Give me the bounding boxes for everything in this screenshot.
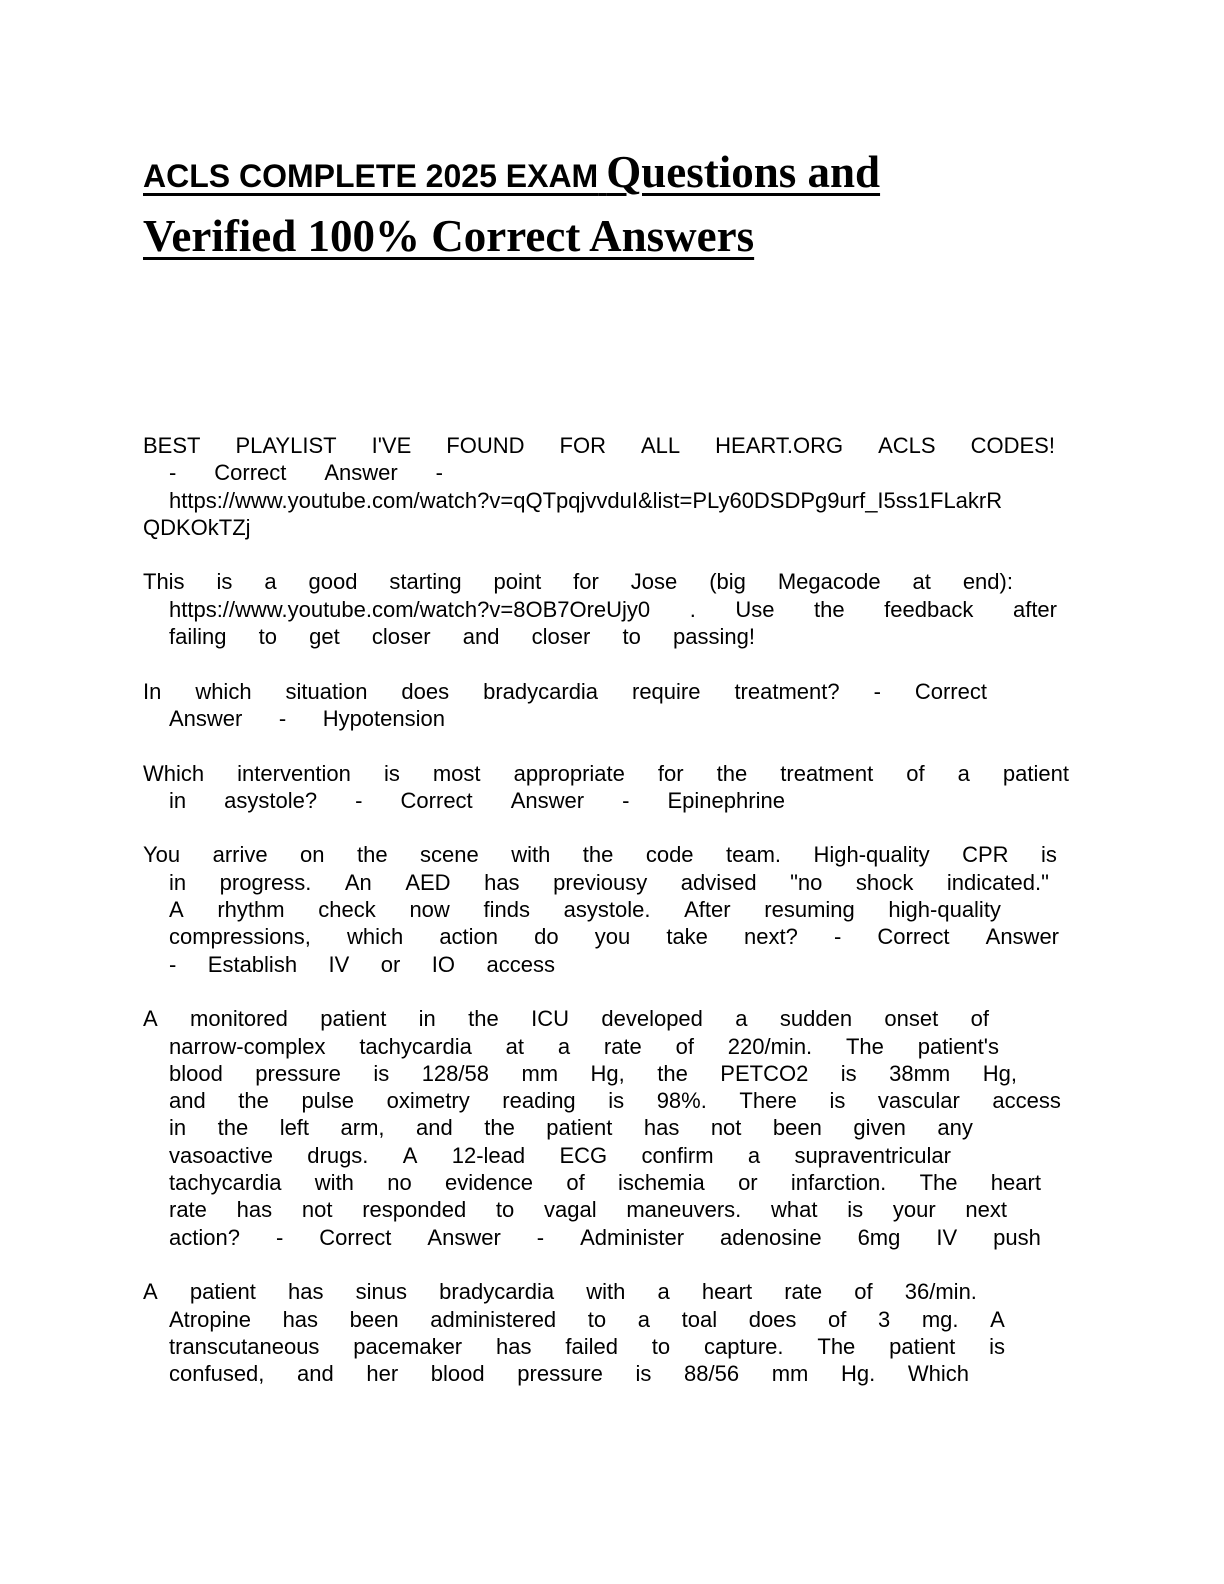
word: asystole. <box>563 897 651 923</box>
word: patient <box>1002 760 1069 786</box>
word: tachycardia <box>359 1033 472 1059</box>
word: been <box>349 1306 399 1332</box>
word: heart <box>701 1279 753 1305</box>
word: and <box>416 1115 453 1141</box>
title-sans-part: ACLS COMPLETE 2025 EXAM <box>143 158 599 194</box>
qa-entry <box>143 760 1069 815</box>
word: Correct <box>914 678 987 704</box>
word: to <box>587 1306 607 1332</box>
word: no <box>387 1170 412 1196</box>
word: Administer <box>580 1224 685 1250</box>
word: a <box>657 1279 670 1305</box>
word: situation <box>285 678 368 704</box>
word: responded <box>362 1197 467 1223</box>
word: A <box>143 1279 158 1305</box>
word: confirm <box>641 1142 714 1168</box>
word: reading <box>502 1088 576 1114</box>
word: next <box>965 1197 1007 1223</box>
word: end): <box>962 569 1013 595</box>
word: PETCO2 <box>720 1060 809 1086</box>
word: HEART.ORG <box>715 433 844 458</box>
word: Hg, <box>982 1060 1017 1086</box>
word: your <box>892 1197 936 1223</box>
text-line <box>143 923 1059 950</box>
word: check <box>318 897 376 923</box>
word: narrow-complex <box>169 1033 326 1059</box>
word: mm <box>521 1060 559 1086</box>
word: after <box>1012 596 1057 622</box>
word: Jose <box>630 569 678 595</box>
word: is <box>989 1333 1005 1359</box>
word: compressions, <box>169 924 311 950</box>
word: The <box>817 1333 856 1359</box>
text-line <box>143 1142 951 1169</box>
text-line <box>143 1196 1007 1223</box>
word: Correct <box>400 787 473 813</box>
word: - <box>435 460 443 486</box>
word: action <box>439 924 499 950</box>
word: confused, <box>169 1361 265 1387</box>
word: the <box>356 842 388 868</box>
word: vagal <box>544 1197 597 1223</box>
word: or <box>738 1170 758 1196</box>
word: administered <box>430 1306 557 1332</box>
word: heart <box>990 1170 1041 1196</box>
text-line <box>143 951 555 978</box>
word: in <box>169 869 187 895</box>
word: - <box>536 1224 545 1250</box>
word: closer <box>371 624 431 650</box>
word: adenosine <box>720 1224 822 1250</box>
word: Which <box>143 760 205 786</box>
word: ECG <box>559 1142 608 1168</box>
word: take <box>666 924 708 950</box>
word: supraventricular <box>794 1142 951 1168</box>
text-line <box>143 678 987 705</box>
word: asystole? <box>224 787 318 813</box>
text-line <box>143 623 755 650</box>
word: the <box>484 1115 515 1141</box>
qa-entry <box>143 678 1069 733</box>
word: and <box>462 624 500 650</box>
qa-entry <box>143 432 1069 541</box>
text-line <box>143 1114 973 1141</box>
word: intervention <box>237 760 351 786</box>
word: patient <box>889 1333 956 1359</box>
word: evidence <box>444 1170 534 1196</box>
word: An <box>344 869 372 895</box>
word: In <box>143 678 162 704</box>
word: sudden <box>779 1006 853 1032</box>
document-title <box>143 140 1103 268</box>
word: next? <box>744 924 798 950</box>
word: PLAYLIST <box>235 433 337 458</box>
word: - <box>169 460 177 486</box>
word: is <box>216 569 233 595</box>
word: with <box>586 1279 626 1305</box>
word: access <box>992 1088 1061 1114</box>
word: 36/min. <box>904 1279 977 1305</box>
text-line <box>143 1360 969 1387</box>
word: Atropine <box>169 1306 251 1332</box>
word: her <box>366 1361 399 1387</box>
word: of <box>906 760 925 786</box>
word: now <box>409 897 450 923</box>
word: High-quality <box>813 842 930 868</box>
word: shock <box>855 869 914 895</box>
word: of <box>566 1170 585 1196</box>
word: Hg. <box>840 1361 876 1387</box>
word: - <box>355 787 363 813</box>
word: of <box>970 1006 989 1032</box>
word: the <box>657 1060 688 1086</box>
word: and <box>297 1361 334 1387</box>
word: high-quality <box>888 897 1001 923</box>
word: You <box>143 842 181 868</box>
word: toal <box>681 1306 718 1332</box>
word: is <box>829 1088 846 1114</box>
word: A <box>990 1306 1005 1332</box>
word: in <box>169 1115 187 1141</box>
word: closer <box>531 624 591 650</box>
word: access <box>486 951 555 977</box>
word: 38mm <box>889 1060 951 1086</box>
word: rate <box>784 1279 823 1305</box>
word: most <box>432 760 481 786</box>
word: get <box>309 624 340 650</box>
text-line <box>143 1278 977 1305</box>
text-line <box>143 1005 989 1032</box>
qa-entry <box>143 1278 1069 1387</box>
text-line <box>143 1306 1005 1333</box>
word: Answer <box>324 460 398 486</box>
word: - <box>622 787 630 813</box>
word: which <box>346 924 404 950</box>
word: capture. <box>704 1333 784 1359</box>
word: point <box>493 569 542 595</box>
word: - <box>278 705 287 731</box>
word: patient <box>189 1279 256 1305</box>
word: BEST <box>143 433 201 458</box>
word: which <box>195 678 252 704</box>
word: CODES! <box>970 433 1055 458</box>
word: of <box>675 1033 694 1059</box>
qa-entry <box>143 568 1069 650</box>
word: has <box>484 869 520 895</box>
word: with <box>511 842 551 868</box>
title-serif-part: Questions and <box>606 147 881 197</box>
word: to <box>651 1333 671 1359</box>
word: the <box>238 1088 269 1114</box>
word: failed <box>565 1333 618 1359</box>
word: transcutaneous <box>169 1333 320 1359</box>
word: - <box>833 924 842 950</box>
word: good <box>308 569 358 595</box>
word: sinus <box>355 1279 408 1305</box>
word: tachycardia <box>169 1170 282 1196</box>
word: not <box>301 1197 333 1223</box>
text-line <box>143 459 443 486</box>
word: Hypotension <box>322 705 445 731</box>
word: to <box>258 624 277 650</box>
word: to <box>495 1197 515 1223</box>
word: Which <box>907 1361 969 1387</box>
word: IO <box>431 951 456 977</box>
word: a <box>957 760 970 786</box>
word: passing! <box>672 624 755 650</box>
word: or <box>380 951 401 977</box>
text-line <box>143 514 263 541</box>
word: maneuvers. <box>626 1197 742 1223</box>
word: for <box>657 760 684 786</box>
word: Correct <box>214 460 287 486</box>
word: A <box>143 1006 158 1032</box>
word: Answer <box>510 787 585 813</box>
document-body <box>143 432 1069 1415</box>
word: vasoactive <box>169 1142 273 1168</box>
word: mg. <box>921 1306 959 1332</box>
word: code <box>645 842 694 868</box>
word: Establish <box>207 951 298 977</box>
word: has <box>643 1115 680 1141</box>
text-line <box>143 1224 1041 1251</box>
word: patient's <box>917 1033 999 1059</box>
word: a <box>264 569 277 595</box>
word: at <box>505 1033 524 1059</box>
word: 12-lead <box>451 1142 526 1168</box>
word: is <box>847 1197 864 1223</box>
word: a <box>637 1306 650 1332</box>
word: Hg, <box>590 1060 625 1086</box>
word: does <box>748 1306 797 1332</box>
word: The <box>919 1170 958 1196</box>
word: you <box>594 924 631 950</box>
word: and <box>169 1088 206 1114</box>
word: onset <box>884 1006 939 1032</box>
word: on <box>300 842 325 868</box>
word: treatment <box>780 760 874 786</box>
word: appropriate <box>513 760 625 786</box>
word: Epinephrine <box>667 787 785 813</box>
word: IV <box>936 1224 958 1250</box>
text-line <box>143 787 785 814</box>
word: FOUND <box>446 433 525 458</box>
word: is <box>608 1088 625 1114</box>
word: in <box>169 787 187 813</box>
word: the <box>217 1115 249 1141</box>
word: arrive <box>212 842 268 868</box>
word: rate <box>603 1033 642 1059</box>
word: https://www.youtube.com/watch?v=qQTpqjvvduI&list=PLy60DSDPg9urf_I5ss1FLakrR <box>169 487 1003 513</box>
word: ICU <box>531 1006 569 1032</box>
word: infarction. <box>790 1170 887 1196</box>
word: what <box>771 1197 818 1223</box>
word: for <box>573 569 599 595</box>
word: I'VE <box>371 433 412 458</box>
text-line <box>143 1087 1061 1114</box>
text-line <box>143 896 1001 923</box>
word: 3 <box>878 1306 891 1332</box>
title-line-1 <box>143 140 1103 204</box>
word: The <box>845 1033 884 1059</box>
text-line <box>143 568 1013 595</box>
word: a <box>747 1142 761 1168</box>
word: monitored <box>190 1006 288 1032</box>
word: mm <box>771 1361 809 1387</box>
text-line <box>143 487 1069 514</box>
word: 6mg <box>857 1224 901 1250</box>
word: AED <box>405 869 451 895</box>
word: of <box>854 1279 873 1305</box>
qa-entry <box>143 1005 1069 1251</box>
word: is <box>1041 842 1057 868</box>
word: a <box>735 1006 748 1032</box>
text-line <box>143 1333 1005 1360</box>
word: a <box>557 1033 571 1059</box>
word: ALL <box>640 433 681 458</box>
word: A <box>402 1142 418 1168</box>
word: any <box>937 1115 973 1141</box>
word: feedback <box>884 596 974 622</box>
word: ischemia <box>617 1170 705 1196</box>
word: resuming <box>764 897 855 923</box>
word: treatment? <box>734 678 840 704</box>
word: ACLS <box>878 433 936 458</box>
word: at <box>912 569 931 595</box>
word: team. <box>726 842 782 868</box>
word: has <box>236 1197 273 1223</box>
word: not <box>710 1115 742 1141</box>
word: indicated." <box>946 869 1049 895</box>
word: vascular <box>877 1088 960 1114</box>
word: the <box>582 842 614 868</box>
word: previousy <box>553 869 648 895</box>
word: bradycardia <box>483 678 599 704</box>
word: 220/min. <box>727 1033 813 1059</box>
word: been <box>772 1115 822 1141</box>
word: There <box>739 1088 797 1114</box>
word: drugs. <box>307 1142 369 1168</box>
word: failing <box>169 624 227 650</box>
word: blood <box>430 1361 485 1387</box>
word: starting <box>389 569 462 595</box>
word: to <box>622 624 641 650</box>
word: advised <box>680 869 757 895</box>
word: arm, <box>340 1115 385 1141</box>
text-line <box>143 1033 999 1060</box>
word: pressure <box>517 1361 603 1387</box>
word: does <box>401 678 450 704</box>
word: 88/56 <box>684 1361 740 1387</box>
text-line <box>143 1060 1017 1087</box>
word: Answer <box>427 1224 501 1250</box>
word: the <box>468 1006 499 1032</box>
text-line <box>143 760 1069 787</box>
word: Answer <box>169 705 243 731</box>
word: After <box>684 897 731 923</box>
word: has <box>282 1306 319 1332</box>
word: do <box>534 924 559 950</box>
word: developed <box>601 1006 703 1032</box>
word: Answer <box>985 924 1059 950</box>
word: is <box>383 760 400 786</box>
word: of <box>828 1306 847 1332</box>
word: the <box>814 596 845 622</box>
word: action? <box>169 1224 240 1250</box>
text-line <box>143 869 1049 896</box>
word: has <box>496 1333 532 1359</box>
word: This <box>143 569 185 595</box>
word: https://www.youtube.com/watch?v=8OB7OreUjy0 <box>169 596 651 622</box>
word: . <box>689 596 696 622</box>
word: rhythm <box>217 897 285 923</box>
word: has <box>288 1279 324 1305</box>
word: oximetry <box>386 1088 470 1114</box>
word: scene <box>420 842 479 868</box>
word: is <box>373 1060 390 1086</box>
word: bradycardia <box>439 1279 555 1305</box>
word: 128/58 <box>421 1060 489 1086</box>
word: pacemaker <box>353 1333 463 1359</box>
text-line <box>143 705 445 732</box>
word: pulse <box>301 1088 355 1114</box>
text-line <box>143 596 1057 623</box>
word: Use <box>735 596 775 622</box>
word: CPR <box>962 842 1009 868</box>
word: patient <box>546 1115 613 1141</box>
word: rate <box>169 1197 207 1223</box>
word: require <box>632 678 701 704</box>
word: is <box>635 1361 652 1387</box>
word: is <box>840 1060 857 1086</box>
word: Megacode <box>777 569 881 595</box>
word: progress. <box>219 869 312 895</box>
word: - <box>275 1224 284 1250</box>
text-line <box>143 1169 1041 1196</box>
word: patient <box>320 1006 387 1032</box>
word: - <box>873 678 881 704</box>
title-line-2: Verified 100% Correct Answers <box>143 211 755 261</box>
word: pressure <box>255 1060 341 1086</box>
word: FOR <box>559 433 606 458</box>
word: Correct <box>319 1224 392 1250</box>
word: the <box>716 760 748 786</box>
word: finds <box>483 897 530 923</box>
text-line <box>143 432 1055 459</box>
text-line <box>143 841 1057 868</box>
word: given <box>853 1115 906 1141</box>
word: with <box>314 1170 354 1196</box>
word: left <box>279 1115 310 1141</box>
word: "no <box>790 869 823 895</box>
word: - <box>169 951 177 977</box>
word: push <box>993 1224 1041 1250</box>
word: A <box>169 897 184 923</box>
word: (big <box>709 569 746 595</box>
word: IV <box>328 951 350 977</box>
word: blood <box>169 1060 223 1086</box>
word: 98%. <box>656 1088 707 1114</box>
word: in <box>418 1006 436 1032</box>
word: Correct <box>877 924 950 950</box>
qa-entry <box>143 841 1069 977</box>
word: QDKOkTZj <box>143 514 251 540</box>
